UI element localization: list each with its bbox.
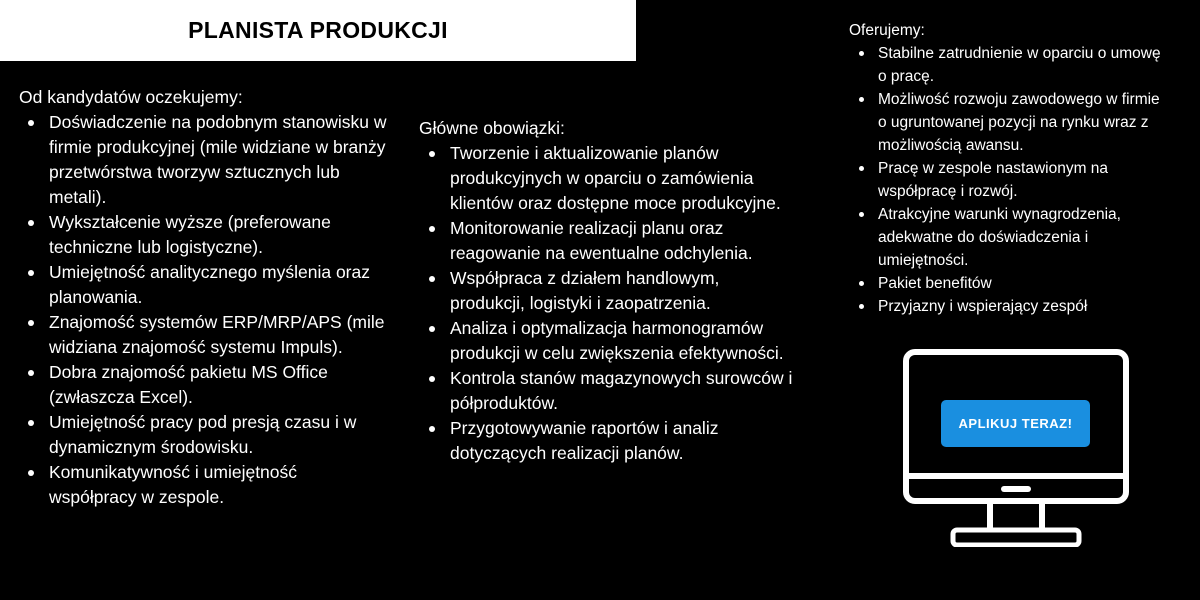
list-item: Doświadczenie na podobnym stanowisku w firmie produkcyjnej (mile widziane w branży przetwórstwa tworzyw sztucznych lub metali). — [49, 110, 389, 210]
list-item: Analiza i optymalizacja harmonogramów produkcji w celu zwiększenia efektywności. — [450, 316, 799, 366]
requirements-section — [19, 85, 389, 510]
duties-list — [450, 141, 799, 466]
offer-list — [878, 42, 1169, 318]
list-item: Możliwość rozwoju zawodowego w firmie o ugruntowanej pozycji na rynku wraz z możliwością awansu. — [878, 88, 1169, 157]
list-item: Atrakcyjne warunki wynagrodzenia, adekwatne do doświadczenia i umiejętności. — [878, 203, 1169, 272]
list-item: Współpraca z działem handlowym, produkcji, logistyki i zaopatrzenia. — [450, 266, 799, 316]
list-item: Pakiet benefitów — [878, 272, 1169, 295]
requirements-list — [49, 110, 389, 510]
list-item: Znajomość systemów ERP/MRP/APS (mile widziana znajomość systemu Impuls). — [49, 310, 389, 360]
list-item: Kontrola stanów magazynowych surowców i półproduktów. — [450, 366, 799, 416]
list-item: Monitorowanie realizacji planu oraz reagowanie na ewentualne odchylenia. — [450, 216, 799, 266]
list-item: Dobra znajomość pakietu MS Office (zwłaszcza Excel). — [49, 360, 389, 410]
list-item: Przygotowywanie raportów i analiz dotyczących realizacji planów. — [450, 416, 799, 466]
list-item: Wykształcenie wyższe (preferowane techniczne lub logistyczne). — [49, 210, 389, 260]
list-item: Przyjazny i wspierający zespół — [878, 295, 1169, 318]
monitor-icon — [903, 349, 1129, 547]
list-item: Stabilne zatrudnienie w oparciu o umowę o pracę. — [878, 42, 1169, 88]
title-banner — [0, 0, 636, 61]
list-item: Umiejętność analitycznego myślenia oraz planowania. — [49, 260, 389, 310]
requirements-heading: Od kandydatów oczekujemy: — [19, 87, 243, 107]
list-item: Tworzenie i aktualizowanie planów produkcyjnych w oparciu o zamówienia klientów oraz dostępne moce produkcyjne. — [450, 141, 799, 216]
list-item: Komunikatywność i umiejętność współpracy w zespole. — [49, 460, 389, 510]
apply-now-button[interactable]: APLIKUJ TERAZ! — [941, 400, 1090, 447]
list-item: Umiejętność pracy pod presją czasu i w dynamicznym środowisku. — [49, 410, 389, 460]
offer-heading: Oferujemy: — [849, 22, 925, 39]
duties-heading: Główne obowiązki: — [419, 118, 565, 138]
duties-section — [419, 116, 799, 466]
offer-section — [849, 19, 1169, 318]
page-title: PLANISTA PRODUKCJI — [188, 17, 448, 43]
list-item: Pracę w zespole nastawionym na współpracę i rozwój. — [878, 157, 1169, 203]
